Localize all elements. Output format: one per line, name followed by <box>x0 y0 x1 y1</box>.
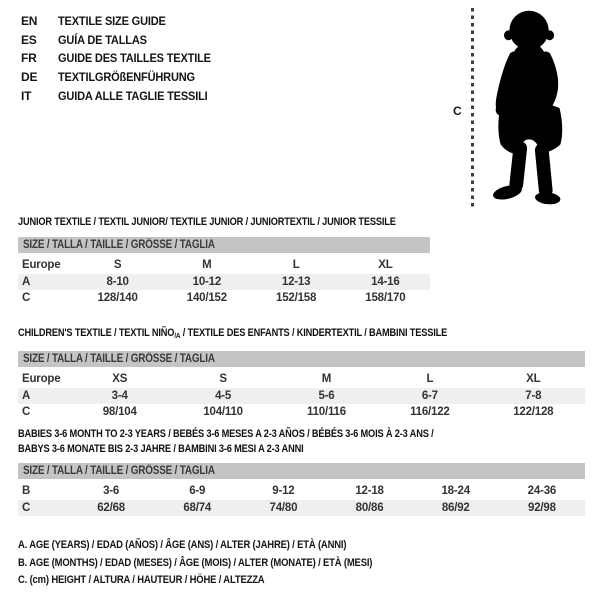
size-header-bar <box>18 463 585 481</box>
table-row <box>18 500 585 516</box>
row-label: Europe <box>22 258 61 271</box>
table-cell: 110/116 <box>307 406 346 418</box>
language-row <box>21 49 224 68</box>
table-cell: 104/110 <box>203 406 243 418</box>
language-code: DE <box>21 70 38 85</box>
table-row <box>18 388 585 404</box>
table-cell: M <box>202 258 212 271</box>
table-cell: S <box>113 258 122 271</box>
table-cell: 12-13 <box>281 276 311 288</box>
table-cell: 18-24 <box>441 484 470 497</box>
table-cell: M <box>321 372 332 385</box>
junior-size-table <box>18 255 430 306</box>
table-cell: 3-6 <box>103 484 120 497</box>
table-cell: 116/122 <box>410 406 450 418</box>
table-cell: 158/170 <box>365 292 406 304</box>
table-cell: 12-18 <box>355 484 384 497</box>
children-textile-section <box>18 327 585 420</box>
table-cell: 128/140 <box>97 292 138 304</box>
table-row <box>18 274 430 290</box>
language-code: EN <box>21 14 38 29</box>
table-cell: 122/128 <box>513 406 554 418</box>
title-text: / TEXTILE DES ENFANTS / KINDERTEXTIL / BAMBINI TESSILE <box>180 327 448 339</box>
table-cell: 98/104 <box>102 406 137 418</box>
table-cell: 8-10 <box>106 276 129 288</box>
row-label: Europe <box>22 372 61 385</box>
language-code: ES <box>21 32 37 47</box>
table-cell: 6-9 <box>189 484 206 497</box>
language-title: GUÍA DE TALLAS <box>58 32 147 47</box>
title-text: BABYS 3-6 MONATE BIS 2-3 JAHRE / BAMBINI 3-6 MESI A 2-3 ANNI <box>18 443 304 455</box>
subscript-text: /A <box>174 331 181 340</box>
toddler-silhouette-icon <box>477 5 585 208</box>
language-title: GUIDA ALLE TAGLIE TESSILI <box>58 88 208 103</box>
table-cell: L <box>292 258 300 271</box>
height-measure-label: C <box>453 104 462 118</box>
title-text: JUNIOR TEXTILE / TEXTIL JUNIOR/ TEXTILE JUNIOR / JUNIORTEXTIL / JUNIOR TESSILE <box>18 216 396 228</box>
size-header-bar <box>18 237 430 255</box>
size-header-text: SIZE / TALLA / TAILLE / GRÖSSE / TAGLIA <box>23 353 215 365</box>
table-cell: 24-36 <box>527 484 557 497</box>
table-title-line <box>18 216 396 228</box>
notes <box>18 537 430 590</box>
table-cell: 62/68 <box>97 502 125 514</box>
children-size-table <box>18 369 585 420</box>
table-row <box>18 255 430 274</box>
language-code: FR <box>21 51 37 66</box>
language-title: TEXTILGRÖßENFÜHRUNG <box>58 70 195 85</box>
table-cell: 80/86 <box>355 502 384 514</box>
babies-textile-title <box>18 427 585 457</box>
table-cell: 140/152 <box>186 292 227 304</box>
babies-size-table <box>18 481 585 516</box>
row-label: A <box>22 276 31 288</box>
size-header-bar <box>18 351 585 369</box>
table-cell: 86/92 <box>441 502 470 514</box>
table-row <box>18 481 585 500</box>
title-text: BABIES 3-6 MONTH TO 2-3 YEARS / BEBÉS 3-6 MESES A 2-3 AÑOS / BÉBÉS 3-6 MOIS À 2-3 ANS / <box>18 428 434 440</box>
height-measure-line <box>471 8 474 209</box>
note-line: C. (cm) HEIGHT / ALTURA / HAUTEUR / HÖHE / ALTEZZA <box>18 574 265 586</box>
language-row <box>21 31 224 50</box>
row-label: C <box>22 406 31 418</box>
children-textile-title <box>18 327 585 342</box>
table-cell: 6-7 <box>421 390 438 402</box>
table-cell: 3-4 <box>111 390 128 402</box>
table-cell: XL <box>378 258 393 271</box>
row-label: C <box>22 502 31 514</box>
table-cell: 10-12 <box>192 276 222 288</box>
table-cell: 9-12 <box>272 484 295 497</box>
table-cell: 4-5 <box>215 390 232 402</box>
table-cell: 68/74 <box>183 502 212 514</box>
language-title: GUIDE DES TAILLES TEXTILE <box>58 51 211 66</box>
table-cell: 7-8 <box>525 390 542 402</box>
row-label: A <box>22 390 31 402</box>
table-title-line <box>18 442 494 457</box>
size-header-text: SIZE / TALLA / TAILLE / GRÖSSE / TAGLIA <box>23 239 215 251</box>
junior-textile-section <box>18 216 430 306</box>
table-cell: 74/80 <box>269 502 298 514</box>
junior-textile-title <box>18 216 430 228</box>
language-row <box>21 12 224 31</box>
language-title: TEXTILE SIZE GUIDE <box>58 14 166 29</box>
table-cell: 14-16 <box>371 276 400 288</box>
table-cell: L <box>426 372 434 385</box>
note-line: B. AGE (MONTHS) / EDAD (MESES) / ÂGE (MOIS) / ALTER (MONATE) / ETÀ (MESI) <box>18 556 373 569</box>
language-list <box>21 12 224 105</box>
table-cell: XS <box>112 372 128 385</box>
note-line: A. AGE (YEARS) / EDAD (AÑOS) / ÂGE (ANS) / ALTER (JAHRE) / ETÀ (ANNI) <box>18 539 347 551</box>
table-row <box>18 369 585 388</box>
language-row <box>21 86 224 105</box>
language-code: IT <box>21 88 32 103</box>
table-cell: XL <box>526 372 541 385</box>
table-cell: 5-6 <box>318 390 335 402</box>
row-label: B <box>22 484 31 497</box>
table-cell: 152/158 <box>276 292 317 304</box>
row-label: C <box>22 292 31 304</box>
table-title-line <box>18 327 494 342</box>
title-text: CHILDREN'S TEXTILE / TEXTIL NIÑO <box>18 327 175 339</box>
table-row <box>18 404 585 420</box>
table-cell: S <box>219 372 227 385</box>
table-cell: 92/98 <box>528 502 556 514</box>
table-title-line <box>18 427 494 442</box>
babies-textile-section <box>18 427 585 516</box>
language-row <box>21 68 224 87</box>
size-header-text: SIZE / TALLA / TAILLE / GRÖSSE / TAGLIA <box>23 465 215 477</box>
table-row <box>18 290 430 306</box>
